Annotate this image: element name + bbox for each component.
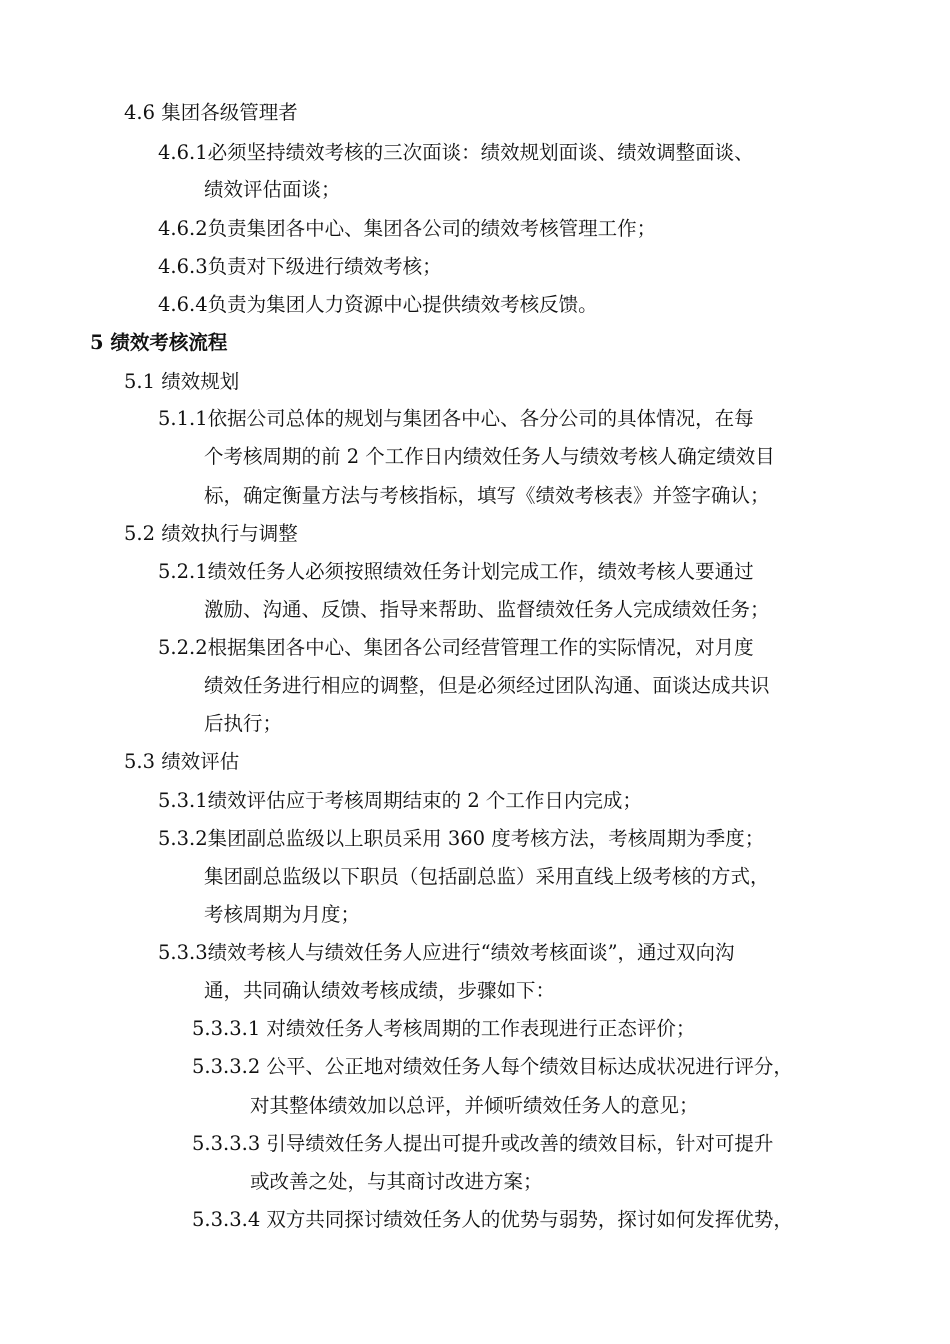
paragraph-5-2-2-cont-1: 绩效任务进行相应的调整，但是必须经过团队沟通、面谈达成共识 (204, 674, 770, 697)
paragraph-5-3-3: 5.3.3绩效考核人与绩效任务人应进行“绩效考核面谈”，通过双向沟 (158, 941, 735, 964)
paragraph-4-6-4: 4.6.4负责为集团人力资源中心提供绩效考核反馈。 (158, 293, 598, 316)
section-heading-5-1: 5.1 绩效规划 (124, 370, 240, 393)
paragraph-5-3-3-4: 5.3.3.4 双方共同探讨绩效任务人的优势与弱势，探讨如何发挥优势， (192, 1208, 793, 1231)
paragraph-5-3-1: 5.3.1绩效评估应于考核周期结束的 2 个工作日内完成； (158, 789, 642, 812)
paragraph-5-2-2-cont-2: 后执行； (204, 712, 283, 735)
paragraph-5-3-3-cont: 通，共同确认绩效考核成绩，步骤如下： (204, 979, 556, 1002)
paragraph-5-3-2-cont-1: 集团副总监级以下职员（包括副总监）采用直线上级考核的方式， (204, 865, 770, 888)
paragraph-5-1-1-cont-1: 个考核周期的前 2 个工作日内绩效任务人与绩效考核人确定绩效目 (204, 445, 775, 468)
section-heading-4-6: 4.6 集团各级管理者 (124, 101, 298, 124)
paragraph-5-3-2-cont-2: 考核周期为月度； (204, 903, 361, 926)
section-heading-5-3: 5.3 绩效评估 (124, 750, 240, 773)
paragraph-5-1-1: 5.1.1依据公司总体的规划与集团各中心、各分公司的具体情况，在每 (158, 407, 754, 430)
paragraph-5-3-3-3: 5.3.3.3 引导绩效任务人提出可提升或改善的绩效目标，针对可提升 (192, 1132, 774, 1155)
paragraph-5-3-3-2-cont: 对其整体绩效加以总评，并倾听绩效任务人的意见； (250, 1094, 699, 1117)
paragraph-5-2-2: 5.2.2根据集团各中心、集团各公司经营管理工作的实际情况，对月度 (158, 636, 754, 659)
paragraph-4-6-3: 4.6.3负责对下级进行绩效考核； (158, 255, 442, 278)
paragraph-5-1-1-cont-2: 标，确定衡量方法与考核指标，填写《绩效考核表》并签字确认； (204, 484, 770, 507)
paragraph-5-3-2: 5.3.2集团副总监级以上职员采用 360 度考核方法，考核周期为季度； (158, 827, 765, 850)
paragraph-4-6-1-cont: 绩效评估面谈； (204, 178, 341, 201)
paragraph-5-3-3-3-cont: 或改善之处，与其商讨改进方案； (250, 1170, 543, 1193)
paragraph-5-3-3-1: 5.3.3.1 对绩效任务人考核周期的工作表现进行正态评价； (192, 1017, 696, 1040)
paragraph-4-6-2: 4.6.2负责集团各中心、集团各公司的绩效考核管理工作； (158, 217, 657, 240)
paragraph-5-2-1: 5.2.1绩效任务人必须按照绩效任务计划完成工作，绩效考核人要通过 (158, 560, 754, 583)
paragraph-4-6-1: 4.6.1必须坚持绩效考核的三次面谈：绩效规划面谈、绩效调整面谈、 (158, 141, 754, 164)
chapter-heading-5: 5 绩效考核流程 (90, 331, 228, 354)
paragraph-5-3-3-2: 5.3.3.2 公平、公正地对绩效任务人每个绩效目标达成状况进行评分， (192, 1055, 793, 1078)
section-heading-5-2: 5.2 绩效执行与调整 (124, 522, 298, 545)
paragraph-5-2-1-cont: 激励、沟通、反馈、指导来帮助、监督绩效任务人完成绩效任务； (204, 598, 770, 621)
